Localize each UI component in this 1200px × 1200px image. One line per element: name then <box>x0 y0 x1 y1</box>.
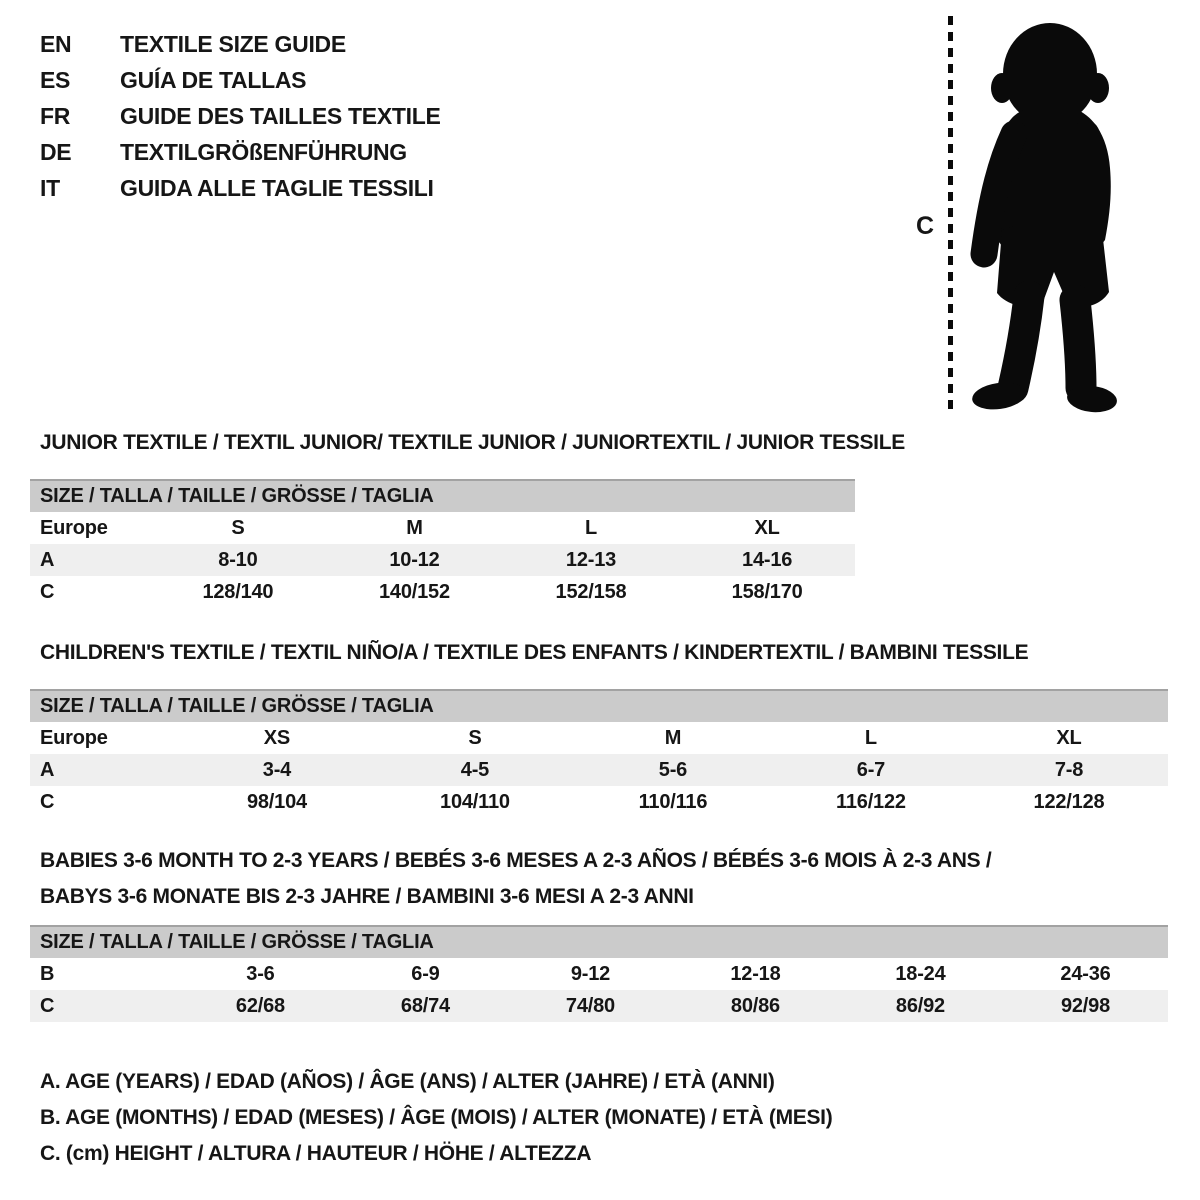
table-row-age <box>30 754 1168 786</box>
row-label: Europe <box>40 516 108 539</box>
table-cell: 74/80 <box>508 990 673 1022</box>
table-cell: 80/86 <box>673 990 838 1022</box>
section-title-babies <box>40 843 1160 915</box>
table-cell: 86/92 <box>838 990 1003 1022</box>
table-row-height <box>30 576 855 608</box>
footnote-age-years: A. AGE (YEARS) / EDAD (AÑOS) / ÂGE (ANS) / ALTER (JAHRE) / ETÀ (ANNI) <box>40 1070 775 1093</box>
table-header-row <box>30 926 1168 958</box>
row-label: C <box>30 990 178 1022</box>
table-row-europe <box>30 722 1168 754</box>
size-table-header: SIZE / TALLA / TAILLE / GRÖSSE / TAGLIA <box>30 690 1168 722</box>
table-header-row <box>30 480 855 512</box>
section-title-children: CHILDREN'S TEXTILE / TEXTIL NIÑO/A / TEXTILE DES ENFANTS / KINDERTEXTIL / BAMBINI TESSILE <box>40 641 1029 664</box>
table-cell: 18-24 <box>895 962 946 985</box>
table-cell: 6-7 <box>772 754 970 786</box>
size-table-header: SIZE / TALLA / TAILLE / GRÖSSE / TAGLIA <box>30 480 855 512</box>
table-row-age <box>30 544 855 576</box>
toddler-silhouette <box>962 18 1140 418</box>
babies-size-table <box>30 925 1168 1022</box>
table-cell: 3-4 <box>178 754 376 786</box>
table-cell: 68/74 <box>343 990 508 1022</box>
height-measure-label: C <box>916 212 935 240</box>
size-table-header: SIZE / TALLA / TAILLE / GRÖSSE / TAGLIA <box>30 926 1168 958</box>
table-cell: M <box>406 516 423 539</box>
table-cell: 152/158 <box>555 580 627 603</box>
table-cell: L <box>864 726 877 749</box>
table-cell: 62/68 <box>178 990 343 1022</box>
table-cell: 104/110 <box>440 790 510 813</box>
table-cell: 92/98 <box>1003 990 1168 1022</box>
language-title: TEXTILE SIZE GUIDE <box>120 31 346 57</box>
table-cell: 5-6 <box>574 754 772 786</box>
table-cell: 4-5 <box>376 754 574 786</box>
table-cell: XL <box>754 516 780 539</box>
language-code: ES <box>40 67 71 93</box>
height-measure-dashed-line <box>948 16 953 416</box>
language-title-block <box>40 26 441 206</box>
table-cell: S <box>468 726 482 749</box>
table-cell: M <box>664 726 682 749</box>
table-cell: L <box>584 516 597 539</box>
table-cell: 122/128 <box>1033 790 1105 813</box>
row-label: A <box>30 754 178 786</box>
table-cell: XL <box>1056 726 1082 749</box>
table-cell: 140/152 <box>378 580 450 603</box>
table-cell: 9-12 <box>570 962 611 985</box>
table-cell: 116/122 <box>836 790 906 813</box>
row-label: B <box>40 962 55 985</box>
section-title-babies-line2: BABYS 3-6 MONATE BIS 2-3 JAHRE / BAMBINI 3-6 MESI A 2-3 ANNI <box>40 885 694 908</box>
row-label: C <box>40 790 55 813</box>
row-label: A <box>30 544 150 576</box>
language-row <box>40 98 441 134</box>
language-title: TEXTILGRÖßENFÜHRUNG <box>120 139 407 165</box>
table-cell: XS <box>263 726 291 749</box>
row-label: C <box>40 580 55 603</box>
language-title: GUÍA DE TALLAS <box>120 67 307 93</box>
junior-size-table <box>30 479 855 608</box>
table-row-europe <box>30 512 855 544</box>
table-row-months <box>30 958 1168 990</box>
table-cell: 110/116 <box>638 790 708 813</box>
language-code: DE <box>40 139 72 165</box>
language-row <box>40 26 441 62</box>
footnotes-block <box>40 1064 832 1172</box>
table-cell: 98/104 <box>246 790 307 813</box>
language-code: EN <box>40 31 72 57</box>
section-title-babies-line1: BABIES 3-6 MONTH TO 2-3 YEARS / BEBÉS 3-6 MESES A 2-3 AÑOS / BÉBÉS 3-6 MOIS À 2-3 ANS / <box>40 849 992 872</box>
table-cell: 6-9 <box>411 962 440 985</box>
table-cell: 3-6 <box>246 962 275 985</box>
language-code: FR <box>40 103 71 129</box>
table-cell: 128/140 <box>202 580 274 603</box>
footnote-height-cm: C. (cm) HEIGHT / ALTURA / HAUTEUR / HÖHE / ALTEZZA <box>40 1142 592 1165</box>
table-cell: 12-18 <box>730 962 781 985</box>
table-header-row <box>30 690 1168 722</box>
language-row <box>40 62 441 98</box>
table-cell: 14-16 <box>679 544 855 576</box>
children-size-table <box>30 689 1168 818</box>
table-cell: 12-13 <box>503 544 680 576</box>
table-cell: 158/170 <box>731 580 803 603</box>
footnote-age-months: B. AGE (MONTHS) / EDAD (MESES) / ÂGE (MOIS) / ALTER (MONATE) / ETÀ (MESI) <box>40 1106 833 1129</box>
table-cell: 7-8 <box>970 754 1168 786</box>
language-title: GUIDA ALLE TAGLIE TESSILI <box>120 175 434 201</box>
language-title: GUIDE DES TAILLES TEXTILE <box>120 103 441 129</box>
language-row <box>40 134 441 170</box>
language-row <box>40 170 441 206</box>
table-cell: 8-10 <box>150 544 327 576</box>
row-label: Europe <box>40 726 108 749</box>
language-code: IT <box>40 175 60 201</box>
section-title-junior: JUNIOR TEXTILE / TEXTIL JUNIOR/ TEXTILE JUNIOR / JUNIORTEXTIL / JUNIOR TESSILE <box>40 431 905 454</box>
table-row-height <box>30 990 1168 1022</box>
table-cell: 24-36 <box>1060 962 1111 985</box>
table-row-height <box>30 786 1168 818</box>
table-cell: S <box>231 516 245 539</box>
table-cell: 10-12 <box>326 544 503 576</box>
